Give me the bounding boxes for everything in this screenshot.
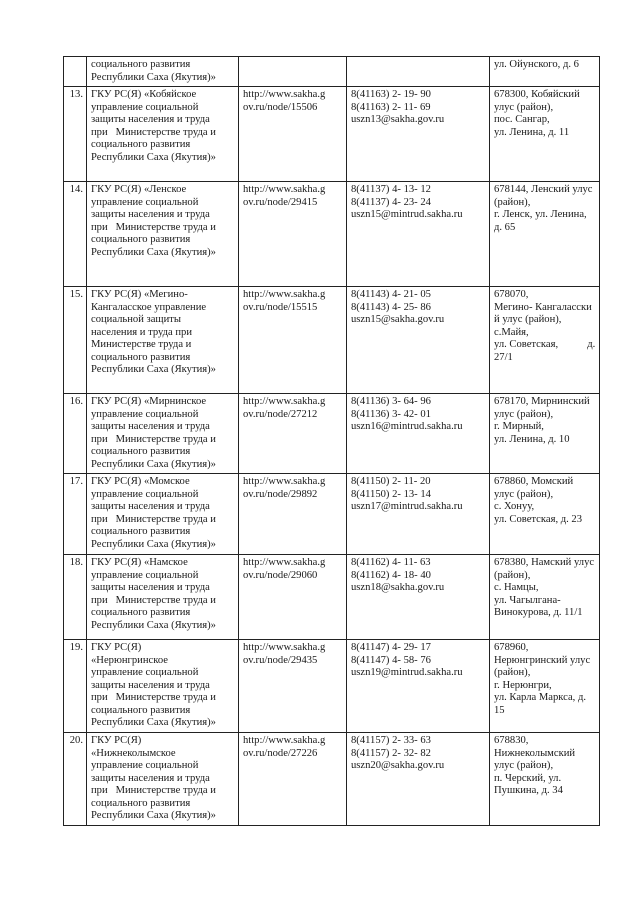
organization-name-line: управление социальной (91, 760, 199, 771)
organization-name-line: ГКУ РС(Я) «Мегино- (91, 289, 188, 300)
phone-number: 8(41136) 3- 64- 96 (351, 396, 431, 407)
organization-name-line: Республики Саха (Якутия)» (91, 151, 216, 163)
table-row (64, 287, 600, 394)
table-row (64, 474, 600, 555)
postal-address-line: с.Майя, (494, 326, 529, 338)
postal-address-line: Винокурова, д. 11/1 (494, 607, 583, 618)
organization-name-line: при Министерстве труда и (91, 692, 216, 703)
organization-name-line: Республики Саха (Якутия)» (91, 538, 216, 550)
postal-address-line: с. Намцы, (494, 582, 539, 593)
organization-name-line: защиты населения и труда (91, 501, 210, 512)
organization-name-line: ГКУ РС(Я) (91, 642, 142, 653)
organization-name-line: ГКУ РС(Я) «Момское (91, 476, 190, 487)
phone-number: 8(41137) 4- 13- 12 (351, 184, 431, 195)
organization-name-line: при Министерстве труда и (91, 433, 216, 445)
postal-address-line: Пушкина, д. 34 (494, 785, 563, 796)
email-link[interactable]: uszn20@sakha.gov.ru (351, 760, 445, 771)
organization-name-line: при Министерстве труда и (91, 513, 216, 525)
table-row (64, 182, 600, 287)
phone-number: 8(41162) 4- 18- 40 (351, 569, 431, 581)
organization-name-line: Республики Саха (Якутия)» (91, 246, 216, 258)
phone-number: 8(41136) 3- 42- 01 (351, 408, 431, 420)
phone-number: 8(41143) 4- 21- 05 (351, 289, 431, 300)
row-number: 20. (64, 733, 87, 826)
postal-address-line: Нижнеколымский (494, 747, 576, 759)
organization-name-line: ГКУ РС(Я) «Мирнинское (91, 396, 207, 407)
postal-address-line: ул. Карла Маркса, д. (494, 692, 587, 703)
website-link[interactable]: http://www.sakha.g ov.ru/node/29060 (239, 555, 347, 640)
email-link[interactable]: uszn13@sakha.gov.ru (351, 114, 445, 125)
row-number: 14. (64, 182, 87, 287)
postal-address-line: г. Мирный, (494, 421, 544, 432)
organization-name-line: Республики Саха (Якутия)» (91, 717, 216, 728)
row-number: 16. (64, 394, 87, 474)
contacts (347, 182, 490, 287)
postal-address-line: й улус (район), (494, 314, 562, 325)
organization-name (87, 474, 239, 555)
phone-number: 8(41150) 2- 13- 14 (351, 488, 431, 500)
row-number: 15. (64, 287, 87, 394)
contacts (347, 474, 490, 555)
postal-address-line: (район), (494, 569, 531, 581)
organization-name-line: Кангаласское управление (91, 301, 207, 313)
website-link[interactable]: http://www.sakha.g ov.ru/node/15506 (239, 87, 347, 182)
table-row (64, 87, 600, 182)
organization-name-line: ГКУ РС(Я) (91, 735, 142, 746)
contacts (347, 87, 490, 182)
organization-name-line: защиты населения и труда (91, 772, 210, 784)
website-link[interactable]: http://www.sakha.g ov.ru/node/27226 (239, 733, 347, 826)
organization-name-line: защиты населения и труда (91, 209, 210, 220)
organization-name-line: социального развития (91, 446, 191, 457)
institutions-table (63, 56, 600, 826)
postal-address-line: д. 65 (494, 221, 516, 233)
organization-name (87, 287, 239, 394)
organization-name-line: Министерстве труда и (91, 339, 192, 350)
postal-address-line: 678170, Мирнинский (494, 396, 590, 407)
email-link[interactable]: uszn17@mintrud.sakha.ru (351, 501, 463, 512)
email-link[interactable]: uszn16@mintrud.sakha.ru (351, 421, 463, 432)
organization-name-line: при Министерстве труда и (91, 126, 216, 138)
organization-name-line: управление социальной (91, 101, 199, 113)
organization-name-line: управление социальной (91, 408, 199, 420)
organization-name-line: ГКУ РС(Я) «Намское (91, 557, 188, 568)
table-row (64, 733, 600, 826)
postal-address-line: г. Ленск, ул. Ленина, (494, 209, 587, 220)
organization-name (87, 182, 239, 287)
postal-address-line: 678070, (494, 289, 529, 300)
row-number: 17. (64, 474, 87, 555)
organization-name-line: «Нерюнгринское (91, 654, 168, 666)
email-link[interactable]: uszn15@mintrud.sakha.ru (351, 209, 463, 220)
organization-name-line: защиты населения и труда (91, 421, 210, 432)
organization-name-line: социального развития (91, 234, 191, 245)
postal-address-line: улус (район), (494, 101, 554, 113)
contacts (347, 394, 490, 474)
contacts (347, 555, 490, 640)
postal-address (490, 87, 600, 182)
organization-name-line: ГКУ РС(Я) «Ленское (91, 184, 187, 195)
row-number (64, 57, 87, 87)
phone-number: 8(41163) 2- 11- 69 (351, 101, 431, 113)
postal-address-line: (район), (494, 196, 531, 208)
postal-address-line: пос. Сангар, (494, 114, 550, 125)
postal-address-line: 678960, (494, 642, 529, 653)
organization-name-line: управление социальной (91, 667, 199, 678)
table-row (64, 640, 600, 733)
row-number: 19. (64, 640, 87, 733)
phone-number: 8(41162) 4- 11- 63 (351, 557, 431, 568)
postal-address-line: ул. Советская, д. (494, 339, 596, 350)
organization-name-line: «Нижнеколымское (91, 747, 176, 759)
postal-address (490, 555, 600, 640)
website-link[interactable]: http://www.sakha.g ov.ru/node/29892 (239, 474, 347, 555)
postal-address (490, 182, 600, 287)
website-link[interactable]: http://www.sakha.g ov.ru/node/27212 (239, 394, 347, 474)
postal-address-line: ул. Чагылгана- (494, 594, 561, 606)
phone-number: 8(41150) 2- 11- 20 (351, 476, 431, 487)
organization-name (87, 640, 239, 733)
email-link[interactable]: uszn15@sakha.gov.ru (351, 314, 445, 325)
website-link (239, 57, 347, 87)
email-link[interactable]: uszn19@mintrud.sakha.ru (351, 667, 463, 678)
postal-address-line: 678144, Ленский улус (494, 184, 593, 195)
organization-name-line: защиты населения и труда (91, 679, 210, 691)
organization-name-line: населения и труда при (91, 326, 192, 338)
postal-address (490, 57, 600, 87)
organization-name-line: социального развития (91, 59, 191, 70)
organization-name-line: Республики Саха (Якутия)» (91, 810, 216, 821)
organization-name-line: социального развития (91, 139, 191, 150)
postal-address (490, 394, 600, 474)
website-link[interactable]: http://www.sakha.g ov.ru/node/29435 (239, 640, 347, 733)
postal-address-line: ул. Ленина, д. 11 (494, 126, 570, 138)
row-number: 18. (64, 555, 87, 640)
postal-address-line: 27/1 (494, 351, 513, 363)
postal-address-line: 678380, Намский улус (494, 557, 595, 568)
postal-address (490, 640, 600, 733)
contacts (347, 287, 490, 394)
organization-name-line: при Министерстве труда и (91, 594, 216, 606)
organization-name-line: управление социальной (91, 569, 199, 581)
postal-address-line: улус (район), (494, 488, 554, 500)
postal-address-line: 678830, (494, 735, 529, 746)
postal-address-line: ул. Советская, д. 23 (494, 513, 583, 525)
organization-name-line: Республики Саха (Якутия)» (91, 71, 216, 83)
organization-name-line: Республики Саха (Якутия)» (91, 458, 216, 470)
phone-number: 8(41157) 2- 33- 63 (351, 735, 431, 746)
organization-name-line: управление социальной (91, 488, 199, 500)
organization-name-line: Республики Саха (Якутия)» (91, 619, 216, 631)
organization-name-line: при Министерстве труда и (91, 221, 216, 233)
website-link[interactable]: http://www.sakha.g ov.ru/node/29415 (239, 182, 347, 287)
organization-name-line: управление социальной (91, 196, 199, 208)
organization-name (87, 733, 239, 826)
postal-address-line: с. Хонуу, (494, 501, 535, 512)
phone-number: 8(41147) 4- 58- 76 (351, 654, 431, 666)
table-row (64, 394, 600, 474)
organization-name (87, 394, 239, 474)
organization-name (87, 87, 239, 182)
contacts (347, 640, 490, 733)
postal-address (490, 474, 600, 555)
organization-name-line: защиты населения и труда (91, 582, 210, 593)
email-link[interactable]: uszn18@sakha.gov.ru (351, 582, 445, 593)
organization-name-line: социального развития (91, 704, 191, 716)
table-body (64, 57, 600, 826)
organization-name-line: социального развития (91, 351, 191, 363)
postal-address-line: улус (район), (494, 408, 554, 420)
postal-address (490, 287, 600, 394)
organization-name (87, 555, 239, 640)
postal-address-line: п. Черский, ул. (494, 772, 562, 784)
postal-address-line: (район), (494, 667, 531, 678)
phone-number: 8(41163) 2- 19- 90 (351, 89, 431, 100)
organization-name-line: социальной защиты (91, 314, 181, 325)
postal-address-line: Мегино- Кангаласски (494, 301, 592, 313)
postal-address-line: г. Нерюнгри, (494, 679, 552, 691)
phone-number: 8(41157) 2- 32- 82 (351, 747, 431, 759)
contacts (347, 733, 490, 826)
website-link[interactable]: http://www.sakha.g ov.ru/node/15515 (239, 287, 347, 394)
phone-number: 8(41147) 4- 29- 17 (351, 642, 431, 653)
organization-name-line: Республики Саха (Якутия)» (91, 364, 216, 375)
phone-number: 8(41143) 4- 25- 86 (351, 301, 431, 313)
postal-address (490, 733, 600, 826)
postal-address-line: ул. Ленина, д. 10 (494, 433, 570, 445)
table-row (64, 57, 600, 87)
organization-name-line: социального развития (91, 797, 191, 809)
organization-name-line: защиты населения и труда (91, 114, 210, 125)
postal-address-line: 15 (494, 704, 505, 716)
postal-address-line: Нерюнгринский улус (494, 654, 591, 666)
postal-address-line: ул. Ойунского, д. 6 (494, 59, 579, 70)
organization-name-line: ГКУ РС(Я) «Кобяйское (91, 89, 197, 100)
organization-name-line: при Министерстве труда и (91, 785, 216, 796)
phone-number: 8(41137) 4- 23- 24 (351, 196, 431, 208)
organization-name-line: социального развития (91, 607, 191, 618)
postal-address-line: 678860, Момский (494, 476, 574, 487)
organization-name (87, 57, 239, 87)
postal-address-line: 678300, Кобяйский (494, 89, 580, 100)
organization-name-line: социального развития (91, 526, 191, 537)
table-row (64, 555, 600, 640)
postal-address-line: улус (район), (494, 760, 554, 771)
contacts (347, 57, 490, 87)
row-number: 13. (64, 87, 87, 182)
